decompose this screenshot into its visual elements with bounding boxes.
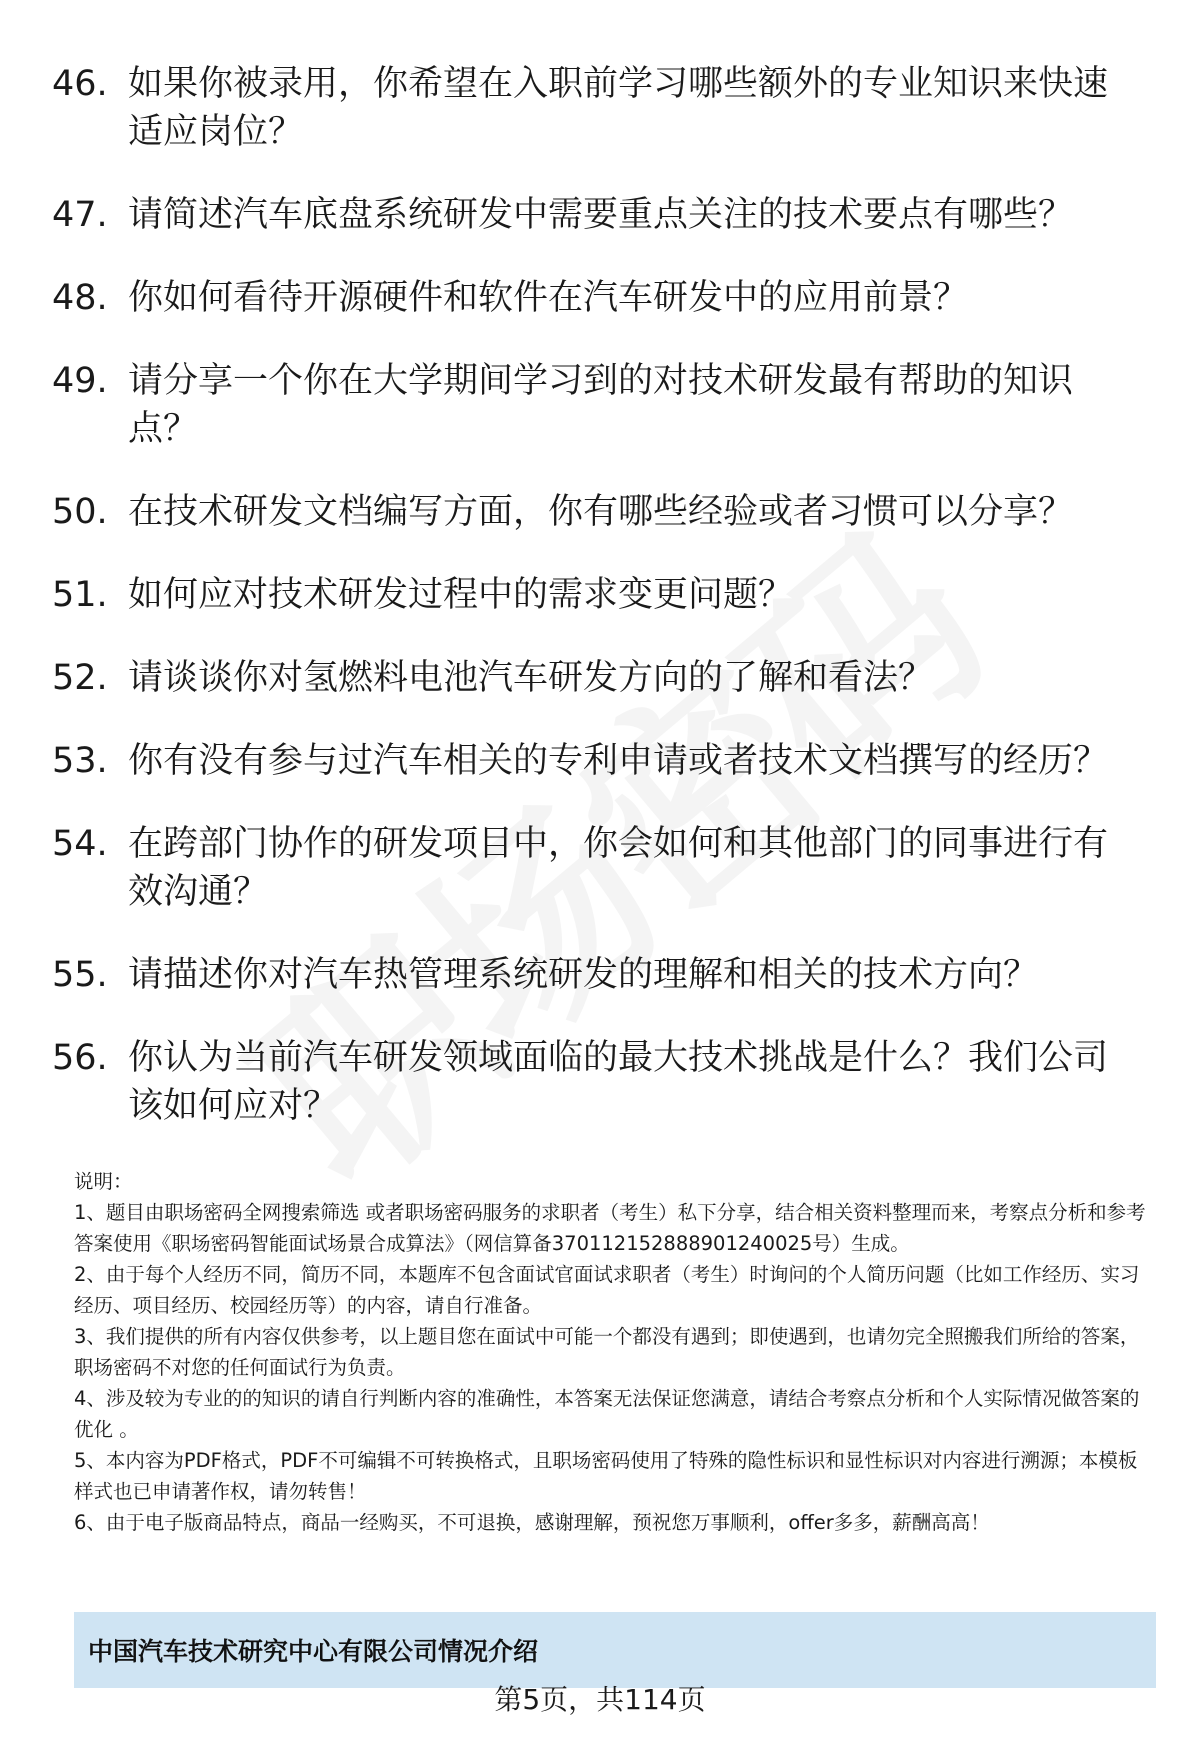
company-intro-banner	[74, 1612, 1156, 1688]
note-item: 2、由于每个人经历不同，简历不同，本题库不包含面试官面试求职者（考生）时询问的个人简历问题（比如工作经历、实习经历、项目经历、校园经历等）的内容，请自行准备。	[74, 1263, 1140, 1317]
question-number: 50.	[52, 492, 108, 532]
question-text: 在技术研发文档编写方面，你有哪些经验或者习惯可以分享？	[128, 492, 1074, 532]
note-item: 1、题目由职场密码全网搜索筛选 或者职场密码服务的求职者（考生）私下分享，结合相关资料整理而来，考察点分析和参考答案使用《职场密码智能面试场景合成算法》（网信算备370112152888901240025号）生成。	[74, 1201, 1146, 1255]
question-item	[52, 357, 1142, 453]
notes-title: 说明：	[74, 1170, 133, 1193]
question-text: 请描述你对汽车热管理系统研发的理解和相关的技术方向？	[128, 955, 1039, 995]
note-item: 4、涉及较为专业的的知识的请自行判断内容的准确性，本答案无法保证您满意，请结合考察点分析和个人实际情况做答案的优化 。	[74, 1387, 1140, 1441]
page-number: 第5页，共114页	[494, 1683, 706, 1716]
question-text: 如果你被录用，你希望在入职前学习哪些额外的专业知识来快速适应岗位？	[128, 64, 1109, 152]
question-item	[52, 820, 1142, 916]
question-number: 46.	[52, 64, 108, 104]
question-item	[52, 1034, 1142, 1130]
question-item	[52, 60, 1142, 156]
question-number: 53.	[52, 741, 108, 781]
note-item: 6、由于电子版商品特点，商品一经购买，不可退换，感谢理解，预祝您万事顺利，offer多多，薪酬高高！	[74, 1511, 990, 1534]
question-item	[52, 191, 1142, 239]
question-text: 你认为当前汽车研发领域面临的最大技术挑战是什么？我们公司该如何应对？	[128, 1038, 1109, 1126]
question-number: 49.	[52, 361, 108, 401]
page-footer	[0, 1682, 1200, 1718]
question-item	[52, 571, 1142, 619]
question-number: 48.	[52, 278, 108, 318]
question-text: 你有没有参与过汽车相关的专利申请或者技术文档撰写的经历？	[128, 741, 1109, 781]
question-item	[52, 951, 1142, 999]
question-number: 52.	[52, 658, 108, 698]
note-item: 3、我们提供的所有内容仅供参考，以上题目您在面试中可能一个都没有遇到；即使遇到，也请勿完全照搬我们所给的答案，职场密码不对您的任何面试行为负责。	[74, 1325, 1140, 1379]
question-number: 47.	[52, 195, 108, 235]
question-list	[52, 60, 1142, 1165]
question-text: 你如何看待开源硬件和软件在汽车研发中的应用前景？	[128, 278, 969, 318]
question-number: 56.	[52, 1038, 108, 1078]
question-number: 55.	[52, 955, 108, 995]
question-item	[52, 737, 1142, 785]
question-text: 请分享一个你在大学期间学习到的对技术研发最有帮助的知识点？	[128, 361, 1074, 449]
question-item	[52, 488, 1142, 536]
question-item	[52, 274, 1142, 322]
question-number: 54.	[52, 824, 108, 864]
note-item: 5、本内容为PDF格式，PDF不可编辑不可转换格式，且职场密码使用了特殊的隐性标识和显性标识对内容进行溯源；本模板样式也已申请著作权，请勿转售！	[74, 1449, 1138, 1503]
question-text: 如何应对技术研发过程中的需求变更问题？	[128, 575, 794, 615]
question-number: 51.	[52, 575, 108, 615]
question-item	[52, 654, 1142, 702]
company-intro-title: 中国汽车技术研究中心有限公司情况介绍	[88, 1637, 539, 1666]
question-text: 在跨部门协作的研发项目中，你会如何和其他部门的同事进行有效沟通？	[128, 824, 1109, 912]
question-text: 请谈谈你对氢燃料电池汽车研发方向的了解和看法？	[128, 658, 934, 698]
notes-section	[74, 1166, 1156, 1538]
question-text: 请简述汽车底盘系统研发中需要重点关注的技术要点有哪些？	[128, 195, 1074, 235]
